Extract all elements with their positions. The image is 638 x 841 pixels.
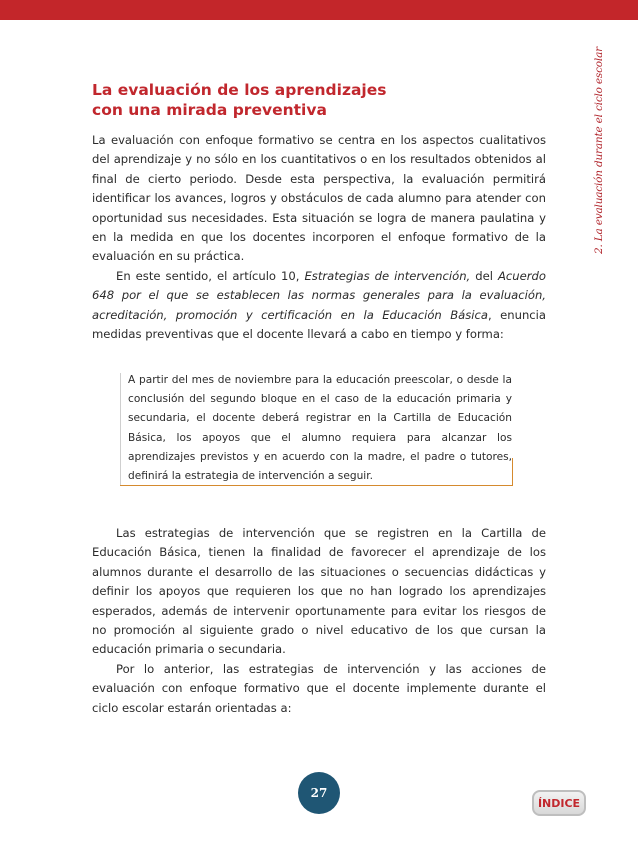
paragraph-2 [92,267,546,345]
index-button-label: ÍNDICE [537,796,581,810]
paragraph-4: Por lo anterior, las estrategias de intervención y las acciones de evaluación con enfoque formativo que el docente implemente durante el ciclo escolar estarán orientadas a: [92,661,546,715]
chapter-side-label [586,47,612,254]
paragraph-1: La evaluación con enfoque formativo se centra en los aspectos cualitativos del aprendizaje y no sólo en los cuantitativos o en los resultados obtenidos al final de cierto periodo. Desde esta perspectiva, la evaluación permitirá identificar los avances, logros y obstáculos de cada alumno para atender con oportunidad sus necesidades. Esta situación se logra de manera paulatina y en la medida en que los docentes incorporen el enfoque formativo de la evaluación en su práctica. [92,133,546,264]
section-heading [92,80,552,120]
top-accent-bar [0,0,638,20]
block-quote: A partir del mes de noviembre para la educación preescolar, o desde la conclusión del segundo bloque en el caso de la educación primaria y secundaria, el docente deberá registrar en la Cartilla de Educación Básica, los apoyos que el alumno requiera para alcanzar los aprendizajes previstos y en acuerdo con la madre, el padre o tutores, definirá la estrategia de intervención a seguir. [128,374,512,483]
paragraph-2-italic-2: Acuerdo 648 por el que se establecen las normas generales para la evaluación, acreditación, promoción y certificación en la Educación Básica [92,268,547,322]
chapter-side-label-text: 2. La evaluación durante el ciclo escolar [593,47,605,254]
body-text-bottom [92,524,546,718]
paragraph-2-text-3: , enuncia medidas preventivas que el docente llevará a cabo en tiempo y forma: [92,307,546,342]
section-heading-line-1: La evaluación de los aprendizajes [92,81,387,99]
paragraph-3: Las estrategias de intervención que se registren en la Cartilla de Educación Básica, tienen la finalidad de favorecer el aprendizaje de los alumnos durante el desarrollo de las situaciones o secuencias didácticas y definir los apoyos que requieren los que no han logrado los aprendizajes esperados, además de intervenir oportunamente para evitar los riesgos de no promoción al siguiente grado o nivel educativo de los que cursan la educación primaria o secundaria. [92,526,546,657]
paragraph-2-text-1: En este sentido, el artículo 10, [116,268,300,283]
index-button[interactable] [532,790,586,816]
page-number-badge [298,772,340,814]
paragraph-2-italic-1: Estrategias de intervención, [304,268,471,283]
section-heading-line-2: con una mirada preventiva [92,101,327,119]
body-text-top [92,131,546,344]
page-number: 27 [310,786,328,800]
paragraph-2-text-2: del [475,268,493,283]
